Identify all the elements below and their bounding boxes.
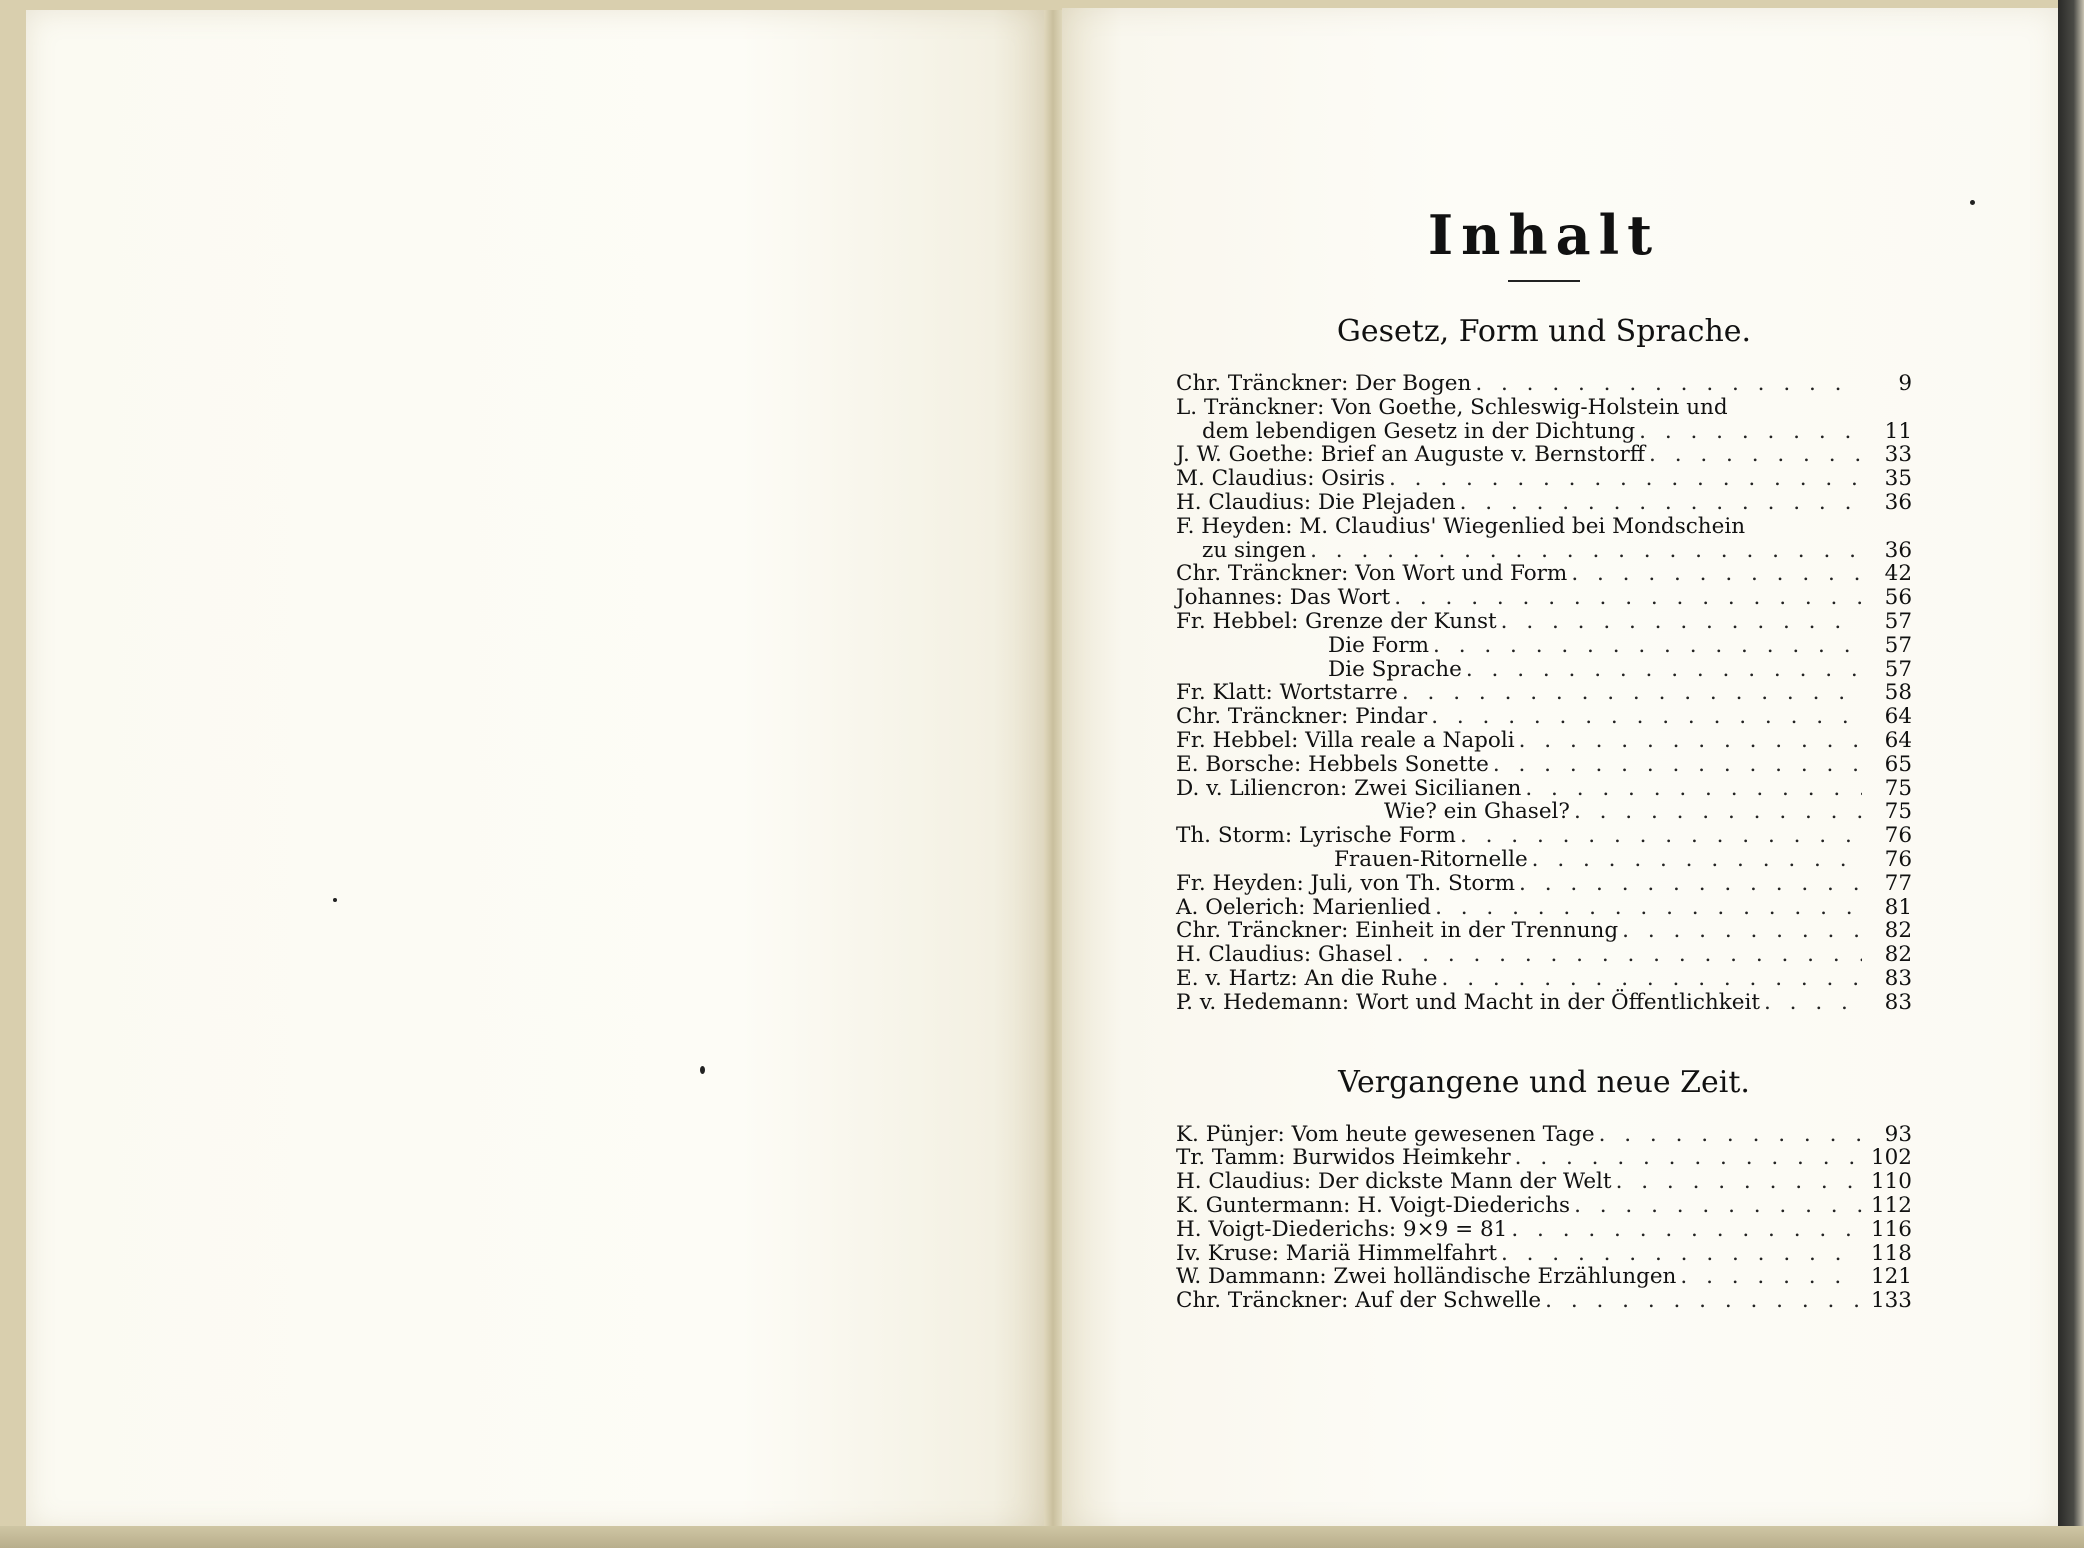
- left-page-blank: [26, 10, 1044, 1530]
- toc-entry: dem lebendigen Gesetz in der Dichtung . . . 11: [1176, 420, 1912, 444]
- toc-entry: M. Claudius: Osiris . . . 35: [1176, 467, 1912, 491]
- toc-entry: A. Oelerich: Marienlied . . . 81: [1176, 896, 1912, 920]
- title-rule: [1508, 280, 1580, 282]
- table-of-contents: [1176, 200, 1912, 1313]
- paper-speck: [700, 1066, 705, 1074]
- toc-entry: Iv. Kruse: Mariä Himmelfahrt . . . 118: [1176, 1242, 1912, 1266]
- section-heading: Gesetz, Form und Sprache.: [1336, 314, 1752, 349]
- toc-entry: D. v. Liliencron: Zwei Sicilianen . . . 75: [1176, 777, 1912, 801]
- book-gutter: [1044, 10, 1062, 1530]
- paper-speck: [333, 898, 337, 902]
- toc-entry: Chr. Tränckner: Einheit in der Trennung . . . 82: [1176, 919, 1912, 943]
- toc-entry: Tr. Tamm: Burwidos Heimkehr . . . 102: [1176, 1146, 1912, 1170]
- page-edge: [2058, 0, 2084, 1548]
- toc-entry: K. Pünjer: Vom heute gewesenen Tage . . . 93: [1176, 1123, 1912, 1147]
- toc-entry: E. Borsche: Hebbels Sonette . . . 65: [1176, 753, 1912, 777]
- toc-entry: Fr. Hebbel: Grenze der Kunst . . . 57: [1176, 610, 1912, 634]
- toc-entry: Th. Storm: Lyrische Form . . . 76: [1176, 824, 1912, 848]
- paper-speck: [1970, 200, 1975, 205]
- section-heading: Vergangene und neue Zeit.: [1338, 1064, 1750, 1100]
- toc-entry: Frauen-Ritornelle . . . 76: [1176, 848, 1912, 872]
- toc-entry: H. Claudius: Ghasel . . . 82: [1176, 943, 1912, 967]
- toc-entry: H. Claudius: Die Plejaden . . . 36: [1176, 491, 1912, 515]
- toc-entry: Chr. Tränckner: Von Wort und Form . . . 42: [1176, 562, 1912, 586]
- page-title: Inhalt: [1427, 203, 1661, 267]
- toc-entry: Johannes: Das Wort . . . 56: [1176, 586, 1912, 610]
- toc-entry: Die Form . . . 57: [1176, 634, 1912, 658]
- toc-entry: Fr. Klatt: Wortstarre . . . 58: [1176, 681, 1912, 705]
- toc-entry: Fr. Heyden: Juli, von Th. Storm . . . 77: [1176, 872, 1912, 896]
- toc-entry: H. Voigt-Diederichs: 9×9 = 81 . . . 116: [1176, 1218, 1912, 1242]
- toc-entry: W. Dammann: Zwei holländische Erzählungen . . . 121: [1176, 1265, 1912, 1289]
- toc-entry: L. Tränckner: Von Goethe, Schleswig-Holstein und: [1176, 394, 1728, 420]
- toc-entry: E. v. Hartz: An die Ruhe . . . 83: [1176, 967, 1912, 991]
- toc-entry: Wie? ein Ghasel? . . . 75: [1176, 800, 1912, 824]
- toc-entry: F. Heyden: M. Claudius' Wiegenlied bei Mondschein: [1176, 513, 1746, 539]
- toc-entry: J. W. Goethe: Brief an Auguste v. Bernstorff . . . 33: [1176, 443, 1912, 467]
- toc-entry: H. Claudius: Der dickste Mann der Welt . . . 110: [1176, 1170, 1912, 1194]
- toc-entry: zu singen . . . 36: [1176, 539, 1912, 563]
- toc-entry: P. v. Hedemann: Wort und Macht in der Öffentlichkeit . . . 83: [1176, 991, 1912, 1015]
- toc-entry: Chr. Tränckner: Pindar . . . 64: [1176, 705, 1912, 729]
- toc-entry: Chr. Tränckner: Der Bogen . . . 9: [1176, 372, 1912, 396]
- toc-entry: Chr. Tränckner: Auf der Schwelle . . . 133: [1176, 1289, 1912, 1313]
- cover-edge: [0, 1526, 2084, 1548]
- toc-entry: Die Sprache . . . 57: [1176, 658, 1912, 682]
- toc-entry: K. Guntermann: H. Voigt-Diederichs . . . 112: [1176, 1194, 1912, 1218]
- toc-entry: Fr. Hebbel: Villa reale a Napoli . . . 64: [1176, 729, 1912, 753]
